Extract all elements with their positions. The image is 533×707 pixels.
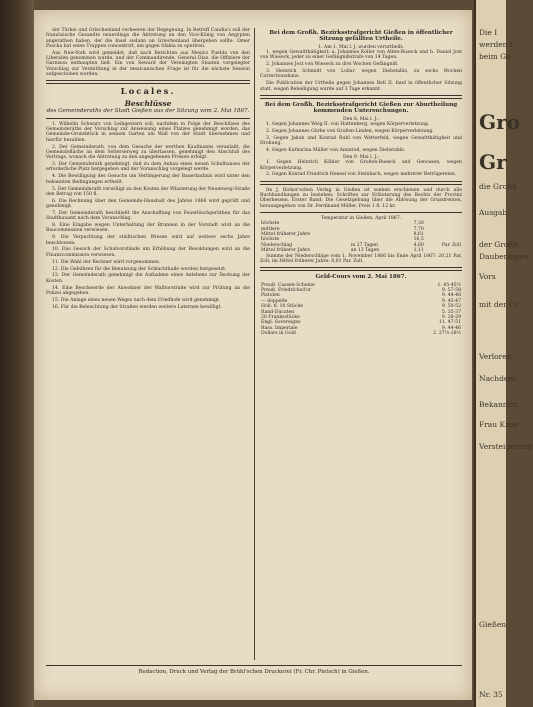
next-page-fragment: Die I [479, 28, 498, 37]
beschluesse-heading: Beschlüsse [124, 99, 172, 109]
locales-heading: Locales. [120, 87, 176, 98]
table-cell: 4,60 [413, 242, 424, 248]
table-cell: 9. 50-52 [441, 304, 461, 310]
case-item: 1. Gegen Johannes Weig II. von Hattenberg, wegen Körperverletzung. [266, 122, 430, 128]
resolution-item: 12. Die Gebühren für die Benutzung der Schlachthalle werden festgesetzt. [52, 266, 227, 272]
next-page-fragment: mit der Cr [479, 300, 519, 309]
resolution-item: 13. Der Gemeinderath genehmigt die Aufnahme eines Anlehens zur Deckung der Kosten. [46, 273, 250, 284]
resolution-item: 9. Die Verpachtung der städtischen Wiesen wird auf weitere sechs Jahre beschlossen. [46, 235, 250, 246]
newspaper-page [34, 10, 472, 700]
case-item: 4. Gegen Katharina Müller von Annerod, wegen Diebstahls. [266, 148, 406, 154]
next-page-fragment: werden t [479, 40, 513, 49]
table-row [260, 331, 462, 336]
divider [260, 212, 462, 213]
table-cell: 16,5 [413, 237, 424, 243]
table-cell: 20 Franksstücke [261, 315, 300, 321]
divider [260, 95, 462, 99]
verhandlung-heading: Bei dem Großh. Bezirksstrafgericht Gießen zur Aburtheilung kommenden Untersuchungen. [264, 101, 458, 115]
table-cell: höchste [261, 237, 280, 243]
table-cell: mittlere [261, 226, 280, 232]
column-rule [254, 28, 255, 660]
table-cell: 8,61 [413, 232, 424, 238]
resolution-item: 2. Der Gemeinderath, von dem Gesuche der werthen Kaufmanns veranlaßt, die Gemeindefläche an dem Selterserweg zu überlassen, genehmigt den Abschluß des Vertrags, wonach die Abtretung zu den angegebenen Preisen erfolgt. [46, 144, 250, 161]
next-page-fragment: Frau Kron [479, 420, 519, 429]
beschluesse-subheading: des Gemeinderaths der Stadt Gießen aus der Sitzung vom 2. Mai 1867. [46, 108, 250, 115]
table-cell: Par. Zoll [441, 242, 461, 248]
table-cell: in 27 Tagen [350, 242, 378, 248]
resolutions-list [46, 122, 250, 310]
next-page-fragment: Dauberingen [479, 252, 529, 261]
verhandlung-date: Den 9. Mai l. J.: [343, 154, 379, 160]
news-paragraph: der Türkei und Griechenland verheeren der Begegnung. In Betreff Candia's soll der französische Gesandte neuerdings die Abtretung an den Vice-König von Aegypten angerathen haben, der die Insel sodann an Griechenland übergeben sollte. Omer Pascha hat seine Truppen concentrirt, um gegen Sfakia zu operiren. [46, 28, 250, 49]
next-page-fragment: Ausgab [479, 208, 508, 217]
table-cell: Mittel früherer Jahre [261, 232, 311, 238]
next-page-fragment: Vors [479, 272, 496, 281]
next-page-fragment: Versteigerung [479, 442, 533, 451]
resolution-item: 14. Eine Beschwerde der Anwohner der Walltorstraße wird zur Prüfung an die Polizei abgegeben. [46, 285, 250, 296]
table-cell: Dollars in Gold [261, 331, 296, 337]
resolution-item: 11. Die Wahl der Rechner wird vorgenommen. [52, 259, 161, 265]
table-cell: höchste [261, 221, 280, 227]
next-page-fragment: Gro [479, 110, 520, 134]
table-cell: 1. 45-45½ [437, 282, 461, 288]
table-cell: 7,70 [413, 226, 424, 232]
book-advertisement: Im J. Ricker'schen Verlag in Gießen ist soeben erschienen und durch alle Buchhandlungen zu beziehen: Schriften zur Erläuterung des Rechts der Provinz Oberhessen. Erster Band: Die Gesetzgebung über die Ablösung der Grundrenten, herausgegeben von Dr. Ferdinand Müller. Preis 1 fl. 12 kr. [260, 187, 462, 209]
table-cell: Preuß. Friedrichsd'or [261, 288, 312, 294]
next-page-fragment: Nr. 35 [479, 690, 503, 699]
imprint-footer: Redaction, Druck und Verlag der Brühl'schen Druckerei (Fr. Chr. Pietsch) in Gießen. [46, 665, 462, 675]
resolution-item: 1. Wilhelm Schwarz von Leihgestern soll, nachdem in Folge der Beschlüsse des Gemeinderaths der Vorschlag zur Anweisung eines Platzes genehmigt worden, das Gemeinde-Grundstück in seinem Garten am Wall von der Stadt übernehmen und hierfür bezahlen. [46, 121, 250, 143]
table-cell: — doppelte [261, 298, 288, 304]
table-cell: 1,11 [413, 248, 424, 254]
case-item: 2. Gegen Johannes Gürke von Großen-Linden, wegen Körperverletzung. [266, 128, 434, 134]
table-cell: 2. 27½-28½ [433, 331, 461, 337]
decision-item: 2. Johannes Jost von Wieseck zu drei Wochen Gefängniß. [266, 62, 399, 68]
case-item: 3. Gegen Jakob und Konrad Ruhl von Wetterfeld, wegen Gewaltthätigkeit und Drohung. [260, 135, 462, 147]
next-page-fragment: Verloren [479, 352, 512, 361]
table-cell: Pistolen [261, 293, 280, 299]
resolution-item: 8. Eine Eingabe wegen Unterhaltung der Brunnen in der Vorstadt wird an die Baucommission verwiesen. [46, 223, 250, 234]
divider [46, 118, 250, 119]
next-page-fragment: Nachdem [479, 374, 516, 383]
next-page-fragment: Bekanntm [479, 400, 518, 409]
decisions-date: 1. Am 1. Mai l. J. wurden verurtheilt: [318, 44, 404, 50]
book-gutter [0, 0, 34, 707]
table-cell: Mittel früherer Jahre [261, 248, 311, 254]
table-cell: 11. 47-51 [438, 320, 461, 326]
verhandlung-date: Den 8. Mai l. J.: [343, 116, 379, 122]
left-column [46, 28, 250, 312]
resolution-item: 10. Das Gesuch der Schulvorstände um Erhöhung der Besoldungen wird an die Finanzcommission verwiesen. [46, 247, 250, 258]
table-cell: Holl. fl. 10 Stücke [261, 304, 303, 310]
table-cell: Niederschlag [261, 242, 293, 248]
table-cell: 5. 35-37 [441, 309, 461, 315]
resolution-item: 3. Der Gemeinderath genehmigt, daß zu dem Anbau eines neuen Schulhauses der erforderliche Platz hergegeben und der Voranschlag vorgelegt werde. [46, 162, 250, 173]
table-cell: 9. 44-46 [441, 293, 461, 299]
resolution-item: 6. Die Rechnung über den Gemeinde-Haushalt des Jahres 1866 wird geprüft und genehmigt. [46, 198, 250, 209]
exchange-table [260, 283, 462, 337]
weather-heading: Temperatur in Gießen, April 1867. [320, 215, 402, 221]
resolution-item: 5. Der Gemeinderath verwilligt zu den Kosten der Pflasterung der Neuenweg-Straße den Betrag von 150 fl. [46, 186, 250, 197]
next-page-fragment: der Großh [479, 240, 519, 249]
table-cell: Engl. Sovereigns [261, 320, 301, 326]
next-page-edge [474, 0, 533, 707]
divider [260, 267, 462, 271]
table-cell: 9. 44-46 [441, 325, 461, 331]
table-cell: 9. 45-47 [441, 298, 461, 304]
resolution-item: 7. Der Gemeinderath beschließt die Anschaffung von Feuerlöschgeräthen für das Stadtbauamt nach dem Voranschlag. [46, 210, 250, 222]
news-paragraph: Aus New-York wird gemeldet, daß nach Berichten aus Mexico Puebla von den Liberalen genommen wurde, und der Commandirende, General Diaz, die Offiziere der Garnison enthaupten ließ. Ein von Seward der Vereinigten Staaten vorgelegter Vorschlag zur Vermittlung in der mexicanischen Frage ist für die nächste Session aufgeschoben worden. [46, 50, 250, 77]
table-cell: 7,30 [413, 221, 424, 227]
divider [260, 181, 462, 185]
table-cell: Russ. Imperiale [261, 325, 298, 331]
divider [46, 80, 250, 84]
next-page-fragment: beim Ge [479, 52, 511, 61]
decisions-heading: Bei dem Großh. Bezirksstrafgericht Gießen in öffentlicher Sitzung gefällten Urtheile. [269, 30, 453, 43]
resolution-item: 15. Die Anlage eines neuen Weges nach dem Friedhofe wird genehmigt. [52, 297, 221, 303]
decision-item: Die Publication der Urtheile gegen Johannes Bell II. fand in öffentlicher Sitzung statt, wegen Beleidigung wurde auf 3 Tage erkannt. [260, 81, 462, 92]
resolution-item: 16. Für die Beleuchtung der Straßen werden weitere Laternen bewilligt. [52, 304, 222, 310]
next-page-fragment: die Großh [479, 182, 517, 191]
weather-table [260, 221, 462, 253]
case-item: 2. Gegen Konrad Friedrich Hensel von Steinbach, wegen mehrerer Betrügereien. [266, 172, 457, 178]
resolution-item: 4. Die Bewilligung des Gesuchs um Verlängerung der Bauerlaubnis wird unter den bekannten Bedingungen ertheilt. [46, 174, 250, 185]
weather-note: Summe der Niederschläge vom 1. November 1866 bis Ende April 1867: 20,21 Par. Zoll; im Mittel früherer Jahre: 8,01 Par. Zoll. [260, 253, 462, 264]
table-cell: 9. 28-29 [441, 315, 461, 321]
case-item: 1. Gegen Heinrich Köhler von Großen-Buseck und Genossen, wegen Körperverletzung. [260, 160, 462, 171]
table-cell: an 13 Tagen [350, 248, 380, 254]
right-column [260, 28, 462, 337]
decision-item: 3. Heinrich Schmidt von Lollar, wegen Diebstahls, zu sechs Wochen Correctionshaus. [260, 69, 462, 80]
geld-cours-heading: Geld-Cours vom 2. Mai 1867. [315, 274, 407, 281]
table-cell: Rand-Ducaten [261, 309, 295, 315]
decision-item: 1. wegen Gewaltthätigkeit: a. Johannes Koller von Alten-Buseck und b. Daniel Jost von Wieseck, jeder zu einer Gefängnißstrafe von 14 Tagen. [260, 50, 462, 61]
table-cell: Preuß. Cassen-Scheine [261, 282, 315, 288]
table-cell: 9. 57-58 [441, 288, 461, 294]
next-page-fragment: Gießen [479, 620, 507, 629]
next-page-fragment: Gr [479, 150, 507, 174]
